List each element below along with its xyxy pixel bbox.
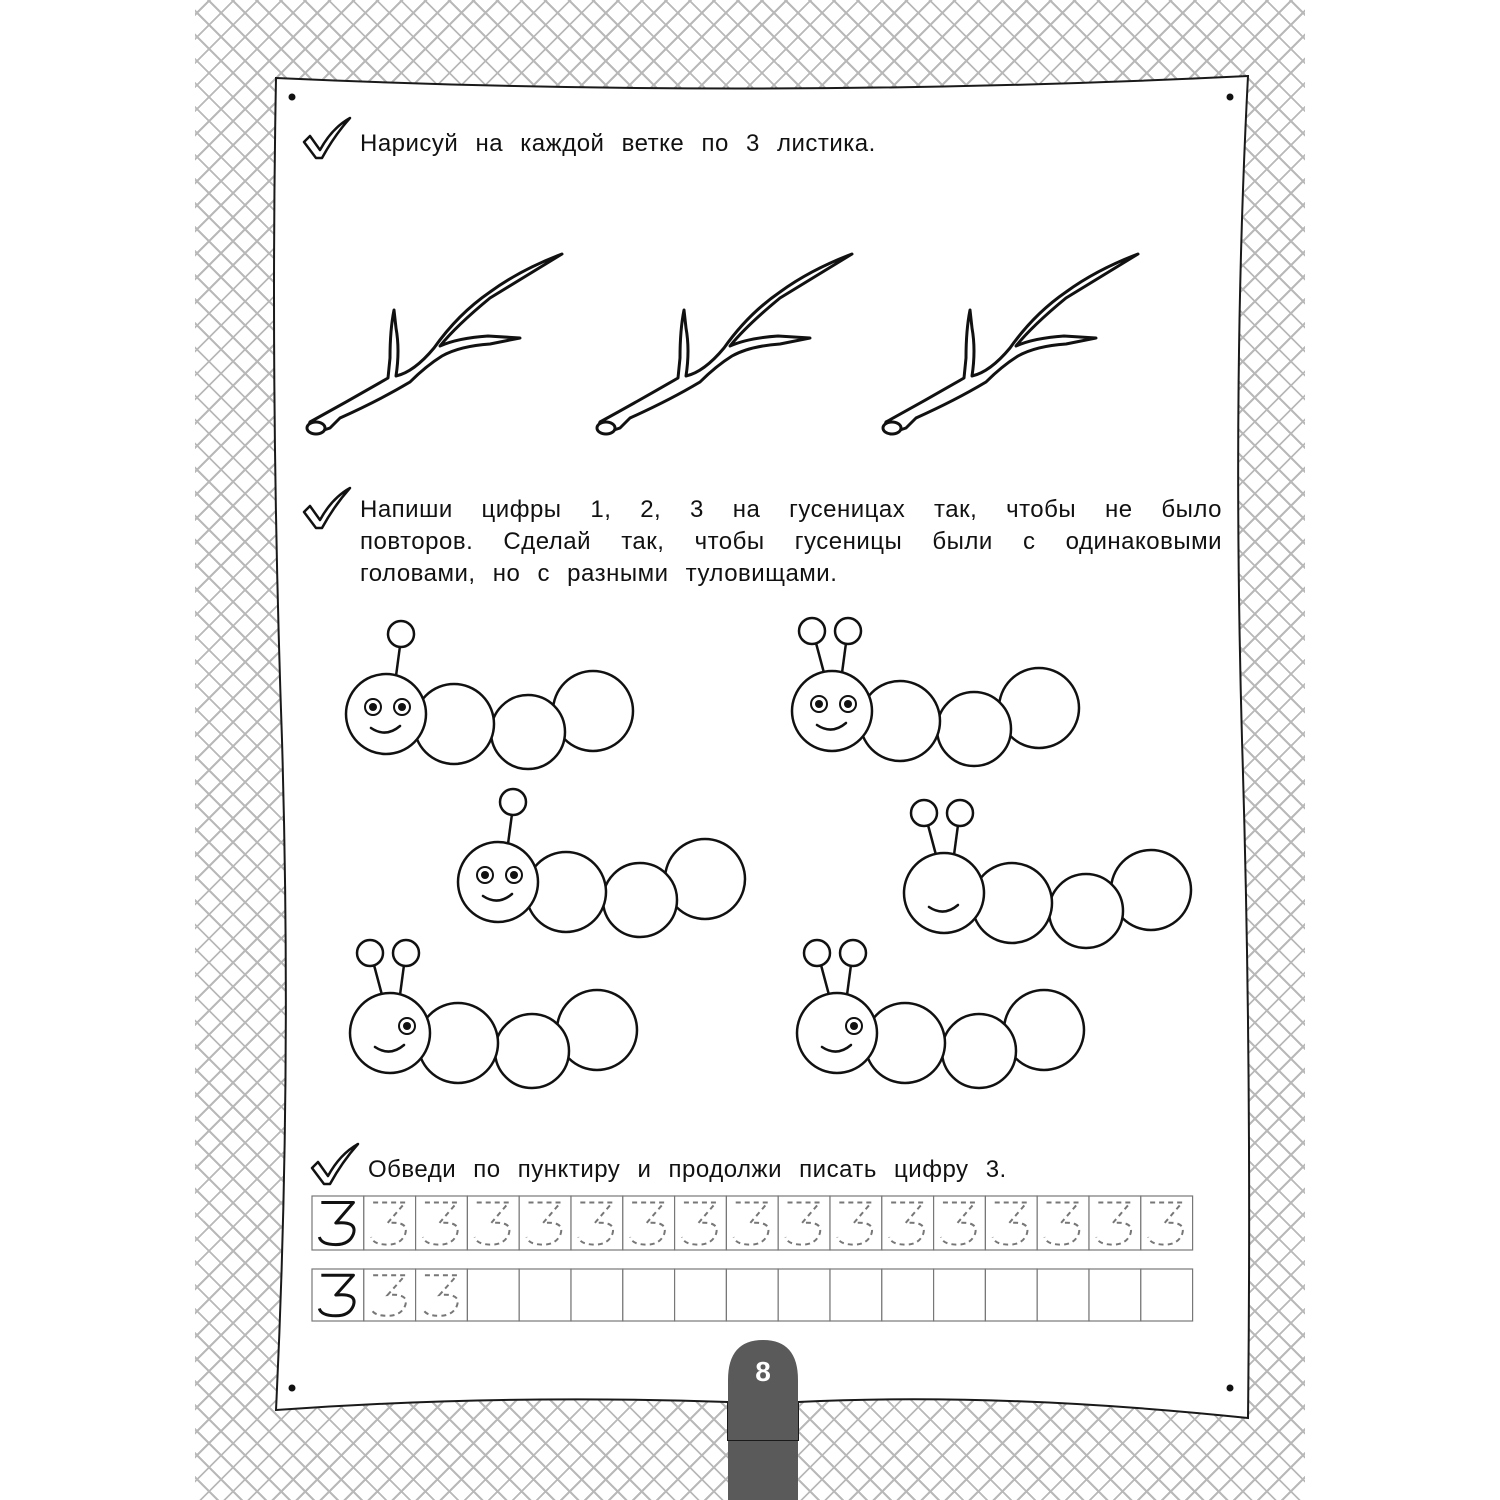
pupil <box>815 700 823 708</box>
body-segment[interactable] <box>491 695 565 769</box>
antenna-tip <box>840 940 866 966</box>
tracing-cell[interactable] <box>778 1196 830 1250</box>
tracing-cell[interactable] <box>1141 1196 1193 1250</box>
tracing-cell[interactable] <box>882 1196 934 1250</box>
antenna-tip <box>804 940 830 966</box>
tracing-cell[interactable] <box>364 1196 416 1250</box>
pupil <box>403 1022 411 1030</box>
caterpillar-head <box>458 842 538 922</box>
pupil <box>369 703 377 711</box>
body-segment[interactable] <box>603 863 677 937</box>
tracing-cell[interactable] <box>623 1196 675 1250</box>
pupil <box>844 700 852 708</box>
antenna-tip <box>388 621 414 647</box>
pupil <box>481 871 489 879</box>
caterpillar-head <box>792 671 872 751</box>
tracing-cell[interactable] <box>985 1196 1037 1250</box>
tracing-cell[interactable] <box>830 1196 882 1250</box>
tracing-cell[interactable] <box>571 1196 623 1250</box>
tracing-row <box>312 1196 1193 1250</box>
tracing-cell[interactable] <box>830 1269 882 1321</box>
tracing-cell[interactable] <box>1089 1269 1141 1321</box>
antenna-tip <box>835 618 861 644</box>
antenna-tip <box>799 618 825 644</box>
caterpillar-head <box>904 853 984 933</box>
caterpillar-head <box>350 993 430 1073</box>
pupil <box>510 871 518 879</box>
tracing-cell[interactable] <box>985 1269 1037 1321</box>
tracing-cell[interactable] <box>519 1269 571 1321</box>
body-segment[interactable] <box>1049 874 1123 948</box>
pin-dot <box>1227 1385 1234 1392</box>
task-tracing-text: Обведи по пунктиру и продолжи писать цифру 3. <box>368 1156 1007 1183</box>
tracing-cell[interactable] <box>416 1269 468 1321</box>
tracing-cell[interactable] <box>934 1269 986 1321</box>
tracing-cell[interactable] <box>1037 1269 1089 1321</box>
tracing-cell[interactable] <box>882 1269 934 1321</box>
tracing-cell[interactable] <box>1141 1269 1193 1321</box>
tracing-cell[interactable] <box>467 1269 519 1321</box>
tracing-cell[interactable] <box>467 1196 519 1250</box>
tracing-cell[interactable] <box>1037 1196 1089 1250</box>
pupil <box>398 703 406 711</box>
pupil <box>850 1022 858 1030</box>
tracing-cell[interactable] <box>726 1196 778 1250</box>
tracing-cell[interactable] <box>778 1269 830 1321</box>
tracing-cell[interactable] <box>623 1269 675 1321</box>
tracing-cell[interactable] <box>1089 1196 1141 1250</box>
tracing-row <box>312 1269 1193 1321</box>
pin-dot <box>289 1385 296 1392</box>
task-branches-text: Нарисуй на каждой ветке по 3 листика. <box>360 130 876 157</box>
antenna-tip <box>947 800 973 826</box>
tracing-cell[interactable] <box>571 1269 623 1321</box>
antenna-tip <box>911 800 937 826</box>
caterpillar-head <box>797 993 877 1073</box>
task-caterpillars-text: Напиши цифры 1, 2, 3 на гусеницах так, чтобы не было повторов. Сделай так, чтобы гусеницы были с одинаковыми головами, но с разными туловищами. <box>360 496 1222 587</box>
page-number: 8 <box>755 1356 771 1387</box>
body-segment[interactable] <box>937 692 1011 766</box>
tracing-cell[interactable] <box>675 1196 727 1250</box>
pin-dot <box>1227 94 1234 101</box>
caterpillar-head <box>346 674 426 754</box>
antenna-tip <box>357 940 383 966</box>
tracing-cell[interactable] <box>934 1196 986 1250</box>
antenna-tip <box>500 789 526 815</box>
tracing-cell[interactable] <box>364 1269 416 1321</box>
antenna-tip <box>393 940 419 966</box>
tracing-cell[interactable] <box>416 1196 468 1250</box>
tracing-cell[interactable] <box>519 1196 571 1250</box>
tracing-cell[interactable] <box>726 1269 778 1321</box>
body-segment[interactable] <box>942 1014 1016 1088</box>
tracing-cell[interactable] <box>675 1269 727 1321</box>
pin-dot <box>289 94 296 101</box>
body-segment[interactable] <box>495 1014 569 1088</box>
